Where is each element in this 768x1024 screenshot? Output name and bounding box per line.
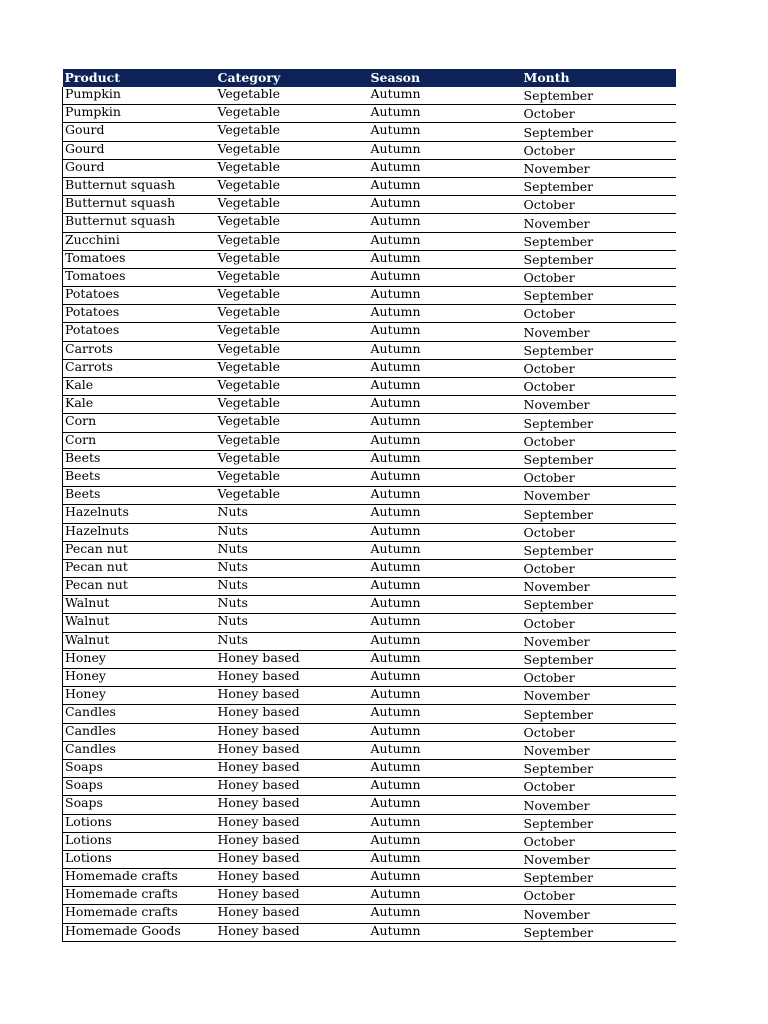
cell-product: Pecan nut xyxy=(63,559,216,577)
cell-season: Autumn xyxy=(369,669,522,687)
cell-category: Honey based xyxy=(216,669,369,687)
cell-month: September xyxy=(522,123,676,141)
cell-category: Nuts xyxy=(216,559,369,577)
cell-product: Soaps xyxy=(63,759,216,777)
cell-month: October xyxy=(522,105,676,123)
cell-category: Vegetable xyxy=(216,268,369,286)
cell-season: Autumn xyxy=(369,832,522,850)
cell-month: November xyxy=(522,323,676,341)
cell-product: Candles xyxy=(63,723,216,741)
cell-season: Autumn xyxy=(369,232,522,250)
cell-category: Vegetable xyxy=(216,323,369,341)
table-row xyxy=(63,341,676,359)
cell-category: Vegetable xyxy=(216,305,369,323)
cell-product: Kale xyxy=(63,378,216,396)
cell-season: Autumn xyxy=(369,159,522,177)
cell-category: Nuts xyxy=(216,523,369,541)
cell-product: Pumpkin xyxy=(63,87,216,105)
header-month: Month xyxy=(522,69,676,87)
cell-category: Nuts xyxy=(216,614,369,632)
cell-product: Kale xyxy=(63,396,216,414)
cell-month: November xyxy=(522,578,676,596)
cell-category: Vegetable xyxy=(216,468,369,486)
header-season: Season xyxy=(369,69,522,87)
table-row xyxy=(63,669,676,687)
table-row xyxy=(63,196,676,214)
cell-product: Gourd xyxy=(63,159,216,177)
cell-season: Autumn xyxy=(369,123,522,141)
cell-category: Vegetable xyxy=(216,432,369,450)
cell-month: September xyxy=(522,341,676,359)
table-row xyxy=(63,505,676,523)
cell-product: Candles xyxy=(63,741,216,759)
table-row xyxy=(63,705,676,723)
cell-product: Zucchini xyxy=(63,232,216,250)
cell-product: Carrots xyxy=(63,359,216,377)
cell-season: Autumn xyxy=(369,87,522,105)
header-category: Category xyxy=(216,69,369,87)
cell-season: Autumn xyxy=(369,268,522,286)
cell-season: Autumn xyxy=(369,759,522,777)
table-row xyxy=(63,905,676,923)
table-row xyxy=(63,869,676,887)
cell-product: Homemade crafts xyxy=(63,887,216,905)
cell-month: September xyxy=(522,250,676,268)
cell-season: Autumn xyxy=(369,105,522,123)
cell-season: Autumn xyxy=(369,396,522,414)
cell-category: Vegetable xyxy=(216,105,369,123)
cell-month: October xyxy=(522,141,676,159)
table-row xyxy=(63,141,676,159)
cell-month: November xyxy=(522,796,676,814)
cell-category: Vegetable xyxy=(216,487,369,505)
table-row xyxy=(63,214,676,232)
cell-season: Autumn xyxy=(369,487,522,505)
cell-season: Autumn xyxy=(369,869,522,887)
cell-season: Autumn xyxy=(369,814,522,832)
cell-month: November xyxy=(522,632,676,650)
cell-category: Vegetable xyxy=(216,341,369,359)
cell-month: October xyxy=(522,432,676,450)
cell-month: November xyxy=(522,396,676,414)
cell-category: Vegetable xyxy=(216,396,369,414)
cell-season: Autumn xyxy=(369,305,522,323)
table-header xyxy=(63,69,676,87)
table-row xyxy=(63,450,676,468)
cell-product: Potatoes xyxy=(63,287,216,305)
cell-season: Autumn xyxy=(369,378,522,396)
cell-product: Walnut xyxy=(63,596,216,614)
cell-season: Autumn xyxy=(369,523,522,541)
cell-month: October xyxy=(522,723,676,741)
cell-category: Honey based xyxy=(216,850,369,868)
table-row xyxy=(63,596,676,614)
cell-category: Vegetable xyxy=(216,414,369,432)
cell-product: Corn xyxy=(63,432,216,450)
cell-month: September xyxy=(522,869,676,887)
cell-month: October xyxy=(522,559,676,577)
table-row xyxy=(63,396,676,414)
cell-month: September xyxy=(522,177,676,195)
cell-product: Lotions xyxy=(63,832,216,850)
cell-product: Butternut squash xyxy=(63,196,216,214)
cell-category: Vegetable xyxy=(216,123,369,141)
cell-product: Pecan nut xyxy=(63,541,216,559)
cell-product: Homemade Goods xyxy=(63,923,216,941)
table-row xyxy=(63,814,676,832)
cell-month: September xyxy=(522,596,676,614)
cell-season: Autumn xyxy=(369,432,522,450)
table-row xyxy=(63,323,676,341)
table-row xyxy=(63,268,676,286)
cell-month: October xyxy=(522,196,676,214)
cell-product: Pumpkin xyxy=(63,105,216,123)
cell-category: Nuts xyxy=(216,505,369,523)
table-row xyxy=(63,87,676,105)
cell-category: Vegetable xyxy=(216,214,369,232)
cell-product: Homemade crafts xyxy=(63,905,216,923)
cell-season: Autumn xyxy=(369,632,522,650)
cell-season: Autumn xyxy=(369,850,522,868)
cell-season: Autumn xyxy=(369,196,522,214)
cell-month: September xyxy=(522,87,676,105)
table-row xyxy=(63,305,676,323)
cell-product: Homemade crafts xyxy=(63,869,216,887)
cell-category: Honey based xyxy=(216,796,369,814)
cell-product: Potatoes xyxy=(63,305,216,323)
table-row xyxy=(63,796,676,814)
cell-product: Walnut xyxy=(63,632,216,650)
cell-category: Vegetable xyxy=(216,378,369,396)
product-season-table xyxy=(62,69,676,942)
cell-category: Honey based xyxy=(216,814,369,832)
cell-month: September xyxy=(522,414,676,432)
cell-month: November xyxy=(522,487,676,505)
table-row xyxy=(63,378,676,396)
cell-season: Autumn xyxy=(369,687,522,705)
cell-season: Autumn xyxy=(369,614,522,632)
cell-product: Candles xyxy=(63,705,216,723)
cell-category: Honey based xyxy=(216,778,369,796)
table-row xyxy=(63,887,676,905)
cell-season: Autumn xyxy=(369,541,522,559)
table-row xyxy=(63,850,676,868)
cell-month: October xyxy=(522,614,676,632)
cell-category: Vegetable xyxy=(216,159,369,177)
table-row xyxy=(63,232,676,250)
cell-season: Autumn xyxy=(369,287,522,305)
table-row xyxy=(63,414,676,432)
cell-season: Autumn xyxy=(369,359,522,377)
cell-category: Vegetable xyxy=(216,232,369,250)
table-row xyxy=(63,778,676,796)
cell-product: Butternut squash xyxy=(63,177,216,195)
table-row xyxy=(63,578,676,596)
cell-product: Beets xyxy=(63,487,216,505)
cell-category: Honey based xyxy=(216,741,369,759)
cell-product: Gourd xyxy=(63,123,216,141)
cell-month: September xyxy=(522,541,676,559)
cell-category: Honey based xyxy=(216,687,369,705)
table-row xyxy=(63,523,676,541)
cell-category: Honey based xyxy=(216,905,369,923)
cell-month: November xyxy=(522,687,676,705)
cell-month: October xyxy=(522,887,676,905)
cell-month: October xyxy=(522,378,676,396)
table-row xyxy=(63,650,676,668)
cell-season: Autumn xyxy=(369,341,522,359)
cell-season: Autumn xyxy=(369,596,522,614)
cell-product: Beets xyxy=(63,450,216,468)
table-row xyxy=(63,723,676,741)
cell-season: Autumn xyxy=(369,250,522,268)
cell-category: Honey based xyxy=(216,869,369,887)
cell-product: Honey xyxy=(63,650,216,668)
cell-category: Vegetable xyxy=(216,196,369,214)
cell-category: Vegetable xyxy=(216,287,369,305)
cell-product: Potatoes xyxy=(63,323,216,341)
cell-category: Honey based xyxy=(216,650,369,668)
cell-month: October xyxy=(522,832,676,850)
cell-season: Autumn xyxy=(369,705,522,723)
cell-product: Gourd xyxy=(63,141,216,159)
cell-category: Honey based xyxy=(216,759,369,777)
cell-month: November xyxy=(522,741,676,759)
cell-month: September xyxy=(522,232,676,250)
cell-category: Honey based xyxy=(216,923,369,941)
cell-month: September xyxy=(522,814,676,832)
cell-month: October xyxy=(522,523,676,541)
table-row xyxy=(63,687,676,705)
cell-category: Nuts xyxy=(216,632,369,650)
cell-season: Autumn xyxy=(369,414,522,432)
cell-category: Nuts xyxy=(216,596,369,614)
table-row xyxy=(63,614,676,632)
table-row xyxy=(63,559,676,577)
cell-category: Vegetable xyxy=(216,250,369,268)
cell-season: Autumn xyxy=(369,578,522,596)
cell-product: Carrots xyxy=(63,341,216,359)
table-body xyxy=(63,87,676,941)
cell-product: Hazelnuts xyxy=(63,505,216,523)
header-row xyxy=(63,69,676,87)
cell-category: Honey based xyxy=(216,705,369,723)
cell-season: Autumn xyxy=(369,741,522,759)
cell-season: Autumn xyxy=(369,905,522,923)
cell-category: Vegetable xyxy=(216,177,369,195)
cell-product: Honey xyxy=(63,687,216,705)
cell-month: October xyxy=(522,268,676,286)
cell-product: Lotions xyxy=(63,850,216,868)
cell-month: October xyxy=(522,778,676,796)
cell-month: September xyxy=(522,705,676,723)
cell-category: Vegetable xyxy=(216,359,369,377)
cell-product: Tomatoes xyxy=(63,250,216,268)
cell-season: Autumn xyxy=(369,778,522,796)
table-row xyxy=(63,759,676,777)
cell-product: Pecan nut xyxy=(63,578,216,596)
cell-category: Vegetable xyxy=(216,87,369,105)
cell-product: Walnut xyxy=(63,614,216,632)
cell-season: Autumn xyxy=(369,450,522,468)
cell-month: September xyxy=(522,923,676,941)
cell-month: October xyxy=(522,305,676,323)
cell-month: November xyxy=(522,214,676,232)
cell-product: Lotions xyxy=(63,814,216,832)
cell-month: September xyxy=(522,650,676,668)
table-row xyxy=(63,832,676,850)
cell-season: Autumn xyxy=(369,214,522,232)
table-row xyxy=(63,287,676,305)
table-row xyxy=(63,741,676,759)
cell-season: Autumn xyxy=(369,650,522,668)
cell-product: Corn xyxy=(63,414,216,432)
table-row xyxy=(63,359,676,377)
cell-product: Hazelnuts xyxy=(63,523,216,541)
cell-category: Nuts xyxy=(216,578,369,596)
cell-month: October xyxy=(522,468,676,486)
cell-category: Vegetable xyxy=(216,450,369,468)
cell-season: Autumn xyxy=(369,559,522,577)
cell-category: Vegetable xyxy=(216,141,369,159)
cell-month: October xyxy=(522,669,676,687)
table-row xyxy=(63,468,676,486)
cell-season: Autumn xyxy=(369,723,522,741)
table-row xyxy=(63,487,676,505)
table-row xyxy=(63,177,676,195)
cell-season: Autumn xyxy=(369,468,522,486)
cell-product: Tomatoes xyxy=(63,268,216,286)
cell-season: Autumn xyxy=(369,796,522,814)
cell-month: October xyxy=(522,359,676,377)
cell-category: Honey based xyxy=(216,887,369,905)
cell-month: November xyxy=(522,850,676,868)
cell-product: Soaps xyxy=(63,796,216,814)
table-row xyxy=(63,250,676,268)
header-product: Product xyxy=(63,69,216,87)
cell-product: Beets xyxy=(63,468,216,486)
table-row xyxy=(63,432,676,450)
cell-month: September xyxy=(522,759,676,777)
table-row xyxy=(63,159,676,177)
cell-product: Soaps xyxy=(63,778,216,796)
cell-product: Butternut squash xyxy=(63,214,216,232)
table-row xyxy=(63,105,676,123)
table-row xyxy=(63,123,676,141)
cell-month: November xyxy=(522,905,676,923)
table-row xyxy=(63,632,676,650)
cell-category: Honey based xyxy=(216,723,369,741)
cell-month: September xyxy=(522,287,676,305)
cell-month: November xyxy=(522,159,676,177)
cell-month: September xyxy=(522,505,676,523)
table-row xyxy=(63,923,676,941)
cell-season: Autumn xyxy=(369,177,522,195)
cell-season: Autumn xyxy=(369,505,522,523)
cell-product: Honey xyxy=(63,669,216,687)
table-row xyxy=(63,541,676,559)
cell-category: Honey based xyxy=(216,832,369,850)
cell-season: Autumn xyxy=(369,887,522,905)
cell-season: Autumn xyxy=(369,141,522,159)
cell-season: Autumn xyxy=(369,323,522,341)
cell-category: Nuts xyxy=(216,541,369,559)
cell-season: Autumn xyxy=(369,923,522,941)
cell-month: September xyxy=(522,450,676,468)
